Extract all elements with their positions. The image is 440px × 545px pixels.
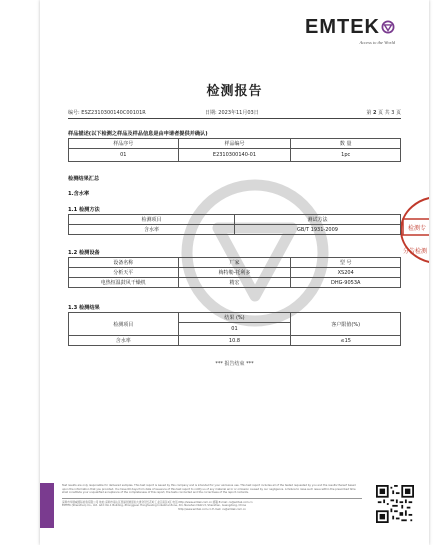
footer-company-cn: 深圳市华通威国际检验有限公司 地址:深圳市南山区西丽街道留仙大道众冠红花岭工业区南区2区 电话:http://www.emtek.com.cn 邮箱:E-mail: cs@emtek.com.cn	[62, 498, 362, 505]
table-row: 含水率 10.8 ≤15	[69, 336, 401, 346]
moisture-heading: 1.含水率	[68, 191, 90, 197]
stamp-text-bottom: 分告检测	[403, 248, 428, 255]
method-section-heading: 1.1 检测方法	[68, 207, 100, 213]
result-table	[68, 312, 401, 346]
watermark-logo	[180, 178, 330, 328]
footer-text	[62, 484, 362, 512]
report-title: 检测报告	[206, 84, 263, 99]
table-row: 分析天平 梅特勒-托利多 XS204	[69, 268, 401, 278]
table-row: 01 E2310300140-01 1pc	[69, 149, 401, 162]
sample-table	[68, 138, 401, 162]
report-page	[40, 0, 429, 545]
table-header-row: 检测项目 测试方法	[69, 215, 401, 225]
equipment-table	[68, 257, 401, 288]
method-table	[68, 214, 401, 235]
table-row: 含水率 GB/T 1931-2009	[69, 225, 401, 235]
official-stamp	[399, 195, 429, 265]
table-header-row: 01	[69, 323, 401, 336]
report-number-value: ESZ2310300140C00101R	[81, 110, 146, 116]
report-date: 日期: 2023年11月03日	[205, 110, 259, 116]
brand-name: EMTEK	[305, 16, 380, 38]
sample-section-heading: 样品描述(以下检测之样品及样品信息是由申请者提供并确认)	[68, 131, 208, 137]
stamp-text-top: 检测专	[408, 225, 427, 232]
table-header-row: 样品序号 样品编号 数 量	[69, 139, 401, 149]
report-end-text: *** 报告结束 ***	[215, 361, 254, 367]
footer-accent-bar	[40, 483, 54, 528]
qr-code	[376, 485, 414, 523]
brand-tagline: Access to the World	[359, 40, 395, 45]
equipment-section-heading: 1.2 检测设备	[68, 250, 100, 256]
footer-disclaimer: Test results are only responsible for delivered samples. This test report is issued by this company and is intended for your exclusive use. This test report includes all of the tested requested by you and the results thereof based upon the information that you provided. You have 60 days from date of issuance of this test report to notify us of any material error or omission caused by our negligence. A failure to raise such issue within the prescribed time shall constitute your unqualified acceptance of the completeness of this report, the tests conducted and the correctness of the report contents.	[62, 484, 356, 495]
footer-company-en: EMTEK (Shenzhen) Co., Ltd. Add: No.1 Building, Zhongguan Honghualing Industrial Zone, Xili, Nanshan District, Shenzhen, Guangdong, China	[62, 504, 246, 508]
page-indicator: 第 2 页 共 3 页	[366, 110, 401, 116]
table-header-row: 检测项目 结果 (%) 客户限值(%)	[69, 313, 401, 323]
table-header-row: 设备名称 厂家 型 号	[69, 258, 401, 268]
table-row: 电热恒温鼓风干燥机 精宏 DHG-9053A	[69, 278, 401, 288]
report-number: 编号: ESZ2310300140C00101R	[68, 110, 146, 116]
header-divider	[68, 118, 401, 119]
results-summary-heading: 检测结果汇总	[68, 176, 100, 182]
footer-web: http://www.emtek.com.cn E-mail: cs@emtek.com.cn	[178, 507, 246, 511]
result-section-heading: 1.3 检测结果	[68, 305, 100, 311]
company-logo	[305, 16, 395, 45]
report-date-value: 2023年11月03日	[218, 110, 259, 116]
emtek-logo-icon	[381, 20, 395, 34]
